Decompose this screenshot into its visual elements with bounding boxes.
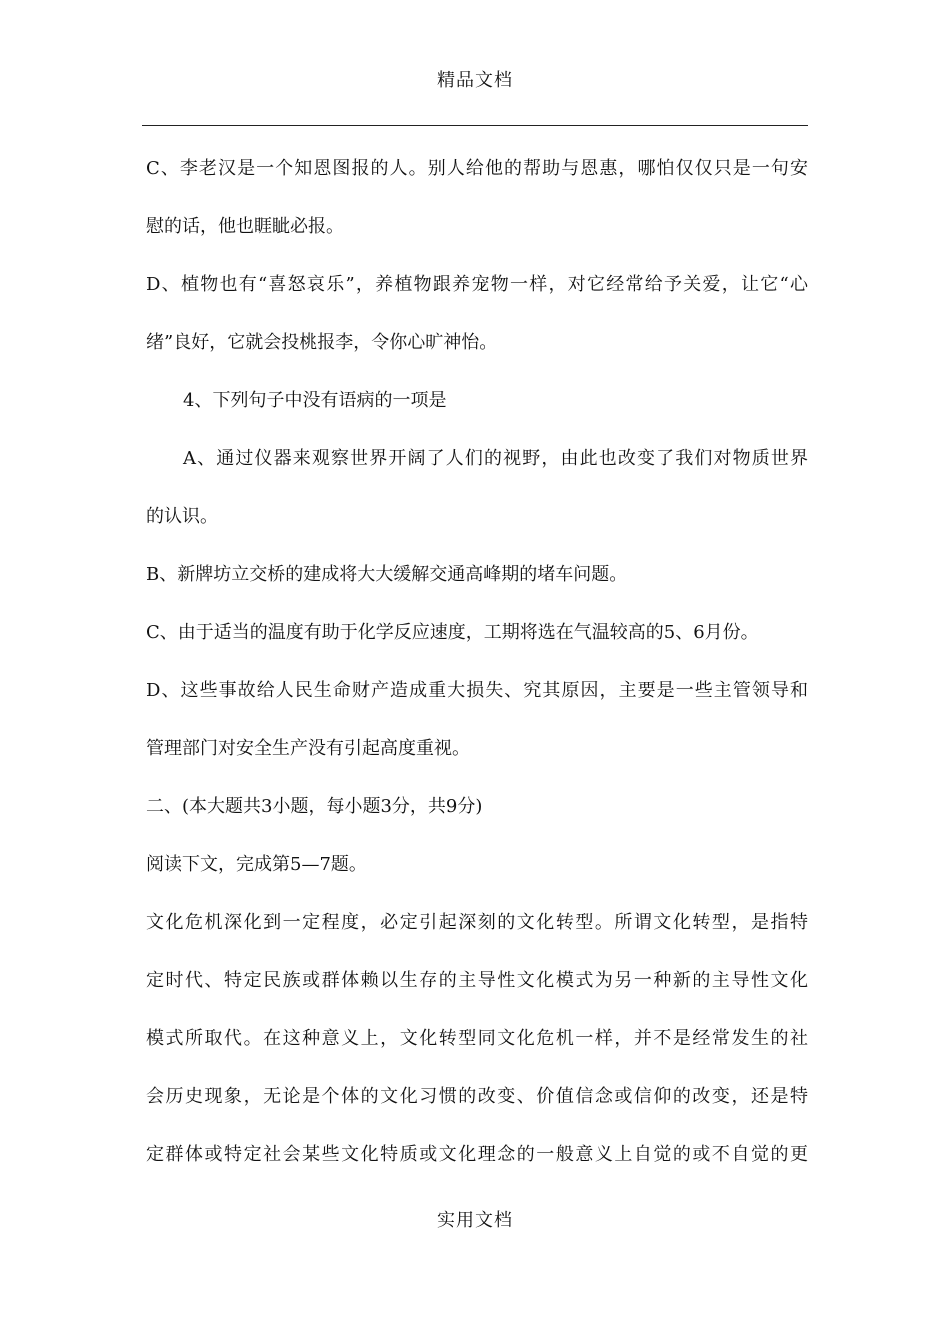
- text-line-option-b: B、新牌坊立交桥的建成将大大缓解交通高峰期的堵车问题。: [146, 564, 628, 585]
- page-footer: 实用文档: [437, 1210, 513, 1231]
- passage-line: 定时代、特定民族或群体赖以生存的主导性文化模式为另一种新的主导性文化: [146, 970, 808, 991]
- text-line-option-d: D、这些事故给人民生命财产造成重大损失、究其原因，主要是一些主管领导和: [146, 680, 808, 701]
- reading-instruction: 阅读下文，完成第5—7题。: [146, 854, 367, 875]
- text-line: 的认识。: [146, 506, 218, 527]
- text-line: 绪”良好，它就会投桃报李，令你心旷神怡。: [146, 332, 498, 353]
- passage-line: 定群体或特定社会某些文化特质或文化理念的一般意义上自觉的或不自觉的更: [146, 1144, 808, 1165]
- text-line: 管理部门对安全生产没有引起高度重视。: [146, 738, 470, 759]
- header-divider: [142, 125, 808, 126]
- passage-line: 模式所取代。在这种意义上，文化转型同文化危机一样，并不是经常发生的社: [146, 1028, 808, 1049]
- text-line-option-d: D、植物也有“喜怒哀乐”，养植物跟养宠物一样，对它经常给予关爱，让它“心: [146, 274, 808, 295]
- text-line-option-c: C、由于适当的温度有助于化学反应速度，工期将选在气温较高的5、6月份。: [146, 622, 759, 643]
- text-line: 慰的话，他也睚眦必报。: [146, 216, 344, 237]
- passage-line: 会历史现象，无论是个体的文化习惯的改变、价值信念或信仰的改变，还是特: [146, 1086, 808, 1107]
- passage-line: 文化危机深化到一定程度，必定引起深刻的文化转型。所谓文化转型，是指特: [146, 912, 808, 933]
- text-line-option-c: C、李老汉是一个知恩图报的人。别人给他的帮助与恩惠，哪怕仅仅只是一句安: [146, 158, 808, 179]
- document-body: [146, 140, 808, 1184]
- page-header: 精品文档: [437, 70, 513, 91]
- section-heading: 二、(本大题共3小题，每小题3分，共9分): [146, 796, 483, 817]
- question-4: 4、下列句子中没有语病的一项是: [183, 390, 447, 411]
- text-line-option-a: A、通过仪器来观察世界开阔了人们的视野，由此也改变了我们对物质世界: [183, 448, 808, 469]
